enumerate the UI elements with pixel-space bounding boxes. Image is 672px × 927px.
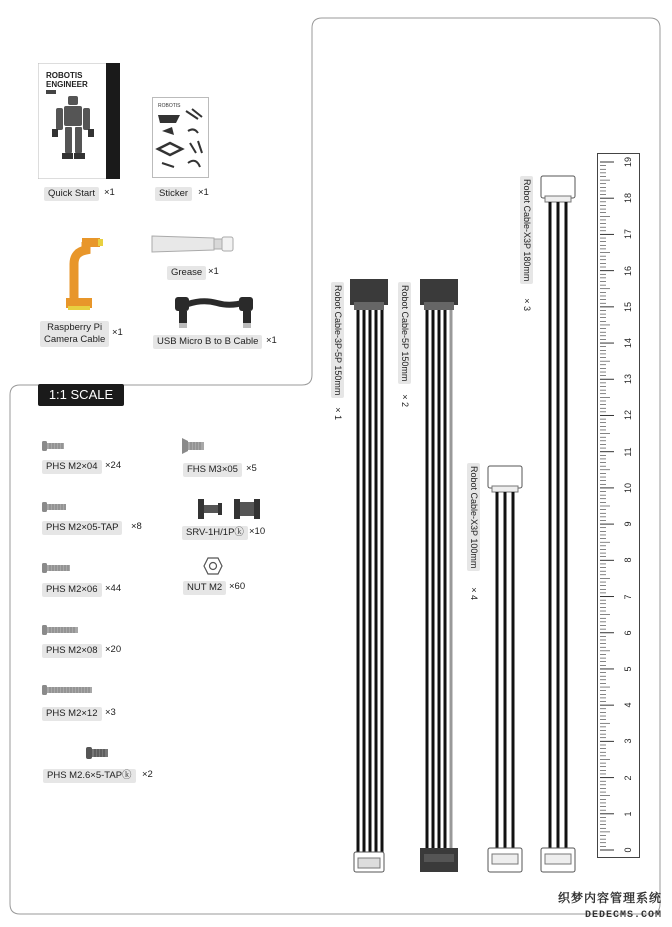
rivet-srv-1h-1p-qty: ×10 <box>249 526 266 537</box>
ruler-number: 4 <box>623 702 633 708</box>
svg-text:ROBOTIS: ROBOTIS <box>46 71 83 80</box>
screw-phs-m2x12-qty: ×3 <box>105 707 116 718</box>
nut-m2-label: NUT M2 <box>183 581 226 595</box>
ruler-number: 11 <box>623 447 633 457</box>
screw-phs-m2x05-tap-qty: ×8 <box>131 521 142 532</box>
watermark-en: DEDECMS.COM <box>584 910 662 921</box>
screw-phs-m2x06-qty: ×44 <box>105 583 122 594</box>
cable-3p-5p-label: Robot Cable-3P-5P 150mm <box>331 282 344 398</box>
cable-x3p-180mm-label: Robot Cable-X3P 180mm <box>520 176 533 284</box>
cable-3p-5p-qty: ×1 <box>333 405 343 421</box>
screw-phs-m2x06-label: PHS M2×06 <box>42 583 102 597</box>
ruler-number: 19 <box>623 157 633 168</box>
screw-fhs-m3x05-qty: ×5 <box>246 463 257 474</box>
quick-start-qty: ×1 <box>104 187 115 198</box>
rivet-srv-1h-1p-label: SRV-1H/1Pⓚ <box>182 526 248 540</box>
cable-x3p-180mm <box>541 176 575 872</box>
ruler-number: 7 <box>623 594 633 600</box>
ruler-number: 16 <box>623 265 633 276</box>
ruler-number: 5 <box>623 666 633 672</box>
scale-badge: 1:1 SCALE <box>38 384 124 406</box>
svg-text:ENGINEER: ENGINEER <box>46 80 88 89</box>
ruler-number: 6 <box>623 630 633 636</box>
quick-start-label: Quick Start <box>44 187 99 201</box>
rpi-cable-qty: ×1 <box>112 327 123 338</box>
watermark-cn: 织梦内容管理系统 <box>557 891 662 905</box>
cable-5p-label: Robot Cable-5P 150mm <box>398 282 411 384</box>
screw-phs-m2x08-qty: ×20 <box>105 644 122 655</box>
cable-x3p-100mm-label: Robot Cable-X3P 100mm <box>467 463 480 571</box>
cable-x3p-180mm-qty: ×3 <box>522 296 532 312</box>
ruler-number: 18 <box>623 193 633 204</box>
ruler-number: 14 <box>623 338 633 349</box>
usb-cable-qty: ×1 <box>266 335 277 346</box>
screw-phs-m2x04-qty: ×24 <box>105 460 122 471</box>
ruler-ticks <box>598 154 641 859</box>
grease-qty: ×1 <box>208 266 219 277</box>
ruler-number: 17 <box>623 229 633 240</box>
cable-x3p-100mm <box>488 466 522 872</box>
usb-cable-label: USB Micro B to B Cable <box>153 335 262 349</box>
grease-label: Grease <box>167 266 206 280</box>
screw-phs-m2x05-tap-label: PHS M2×05-TAP <box>42 521 122 535</box>
sticker-label: Sticker <box>155 187 192 201</box>
cable-5p-qty: ×2 <box>400 392 410 408</box>
nut-m2-qty: ×60 <box>229 581 246 592</box>
ruler-number: 3 <box>623 738 633 744</box>
cable-x3p-100mm-qty: ×4 <box>469 585 479 601</box>
cable-3p-5p-150mm <box>350 279 388 872</box>
ruler-number: 2 <box>623 775 633 781</box>
screw-phs-m2-6x5-tap-label: PHS M2.6×5-TAPⓚ <box>43 769 136 783</box>
sticker-qty: ×1 <box>198 187 209 198</box>
screw-phs-m2x04-label: PHS M2×04 <box>42 460 102 474</box>
ruler-number: 8 <box>623 557 633 563</box>
rpi-cable-label-text: Raspberry Pi Camera Cable <box>44 322 106 345</box>
ruler-number: 0 <box>623 847 633 853</box>
ruler-number: 10 <box>623 482 633 493</box>
ruler-number: 12 <box>623 410 633 421</box>
ruler <box>597 153 640 858</box>
svg-text:ROBOTIS: ROBOTIS <box>158 103 181 109</box>
cable-5p-150mm <box>420 279 458 872</box>
ruler-number: 1 <box>623 811 633 817</box>
screw-phs-m2-6x5-tap-qty: ×2 <box>142 769 153 780</box>
screw-fhs-m3x05-label: FHS M3×05 <box>183 463 242 477</box>
ruler-number: 9 <box>623 521 633 527</box>
ruler-number: 15 <box>623 301 633 312</box>
screw-phs-m2x08-label: PHS M2×08 <box>42 644 102 658</box>
screw-phs-m2x12-label: PHS M2×12 <box>42 707 102 721</box>
ruler-number: 13 <box>623 374 633 385</box>
